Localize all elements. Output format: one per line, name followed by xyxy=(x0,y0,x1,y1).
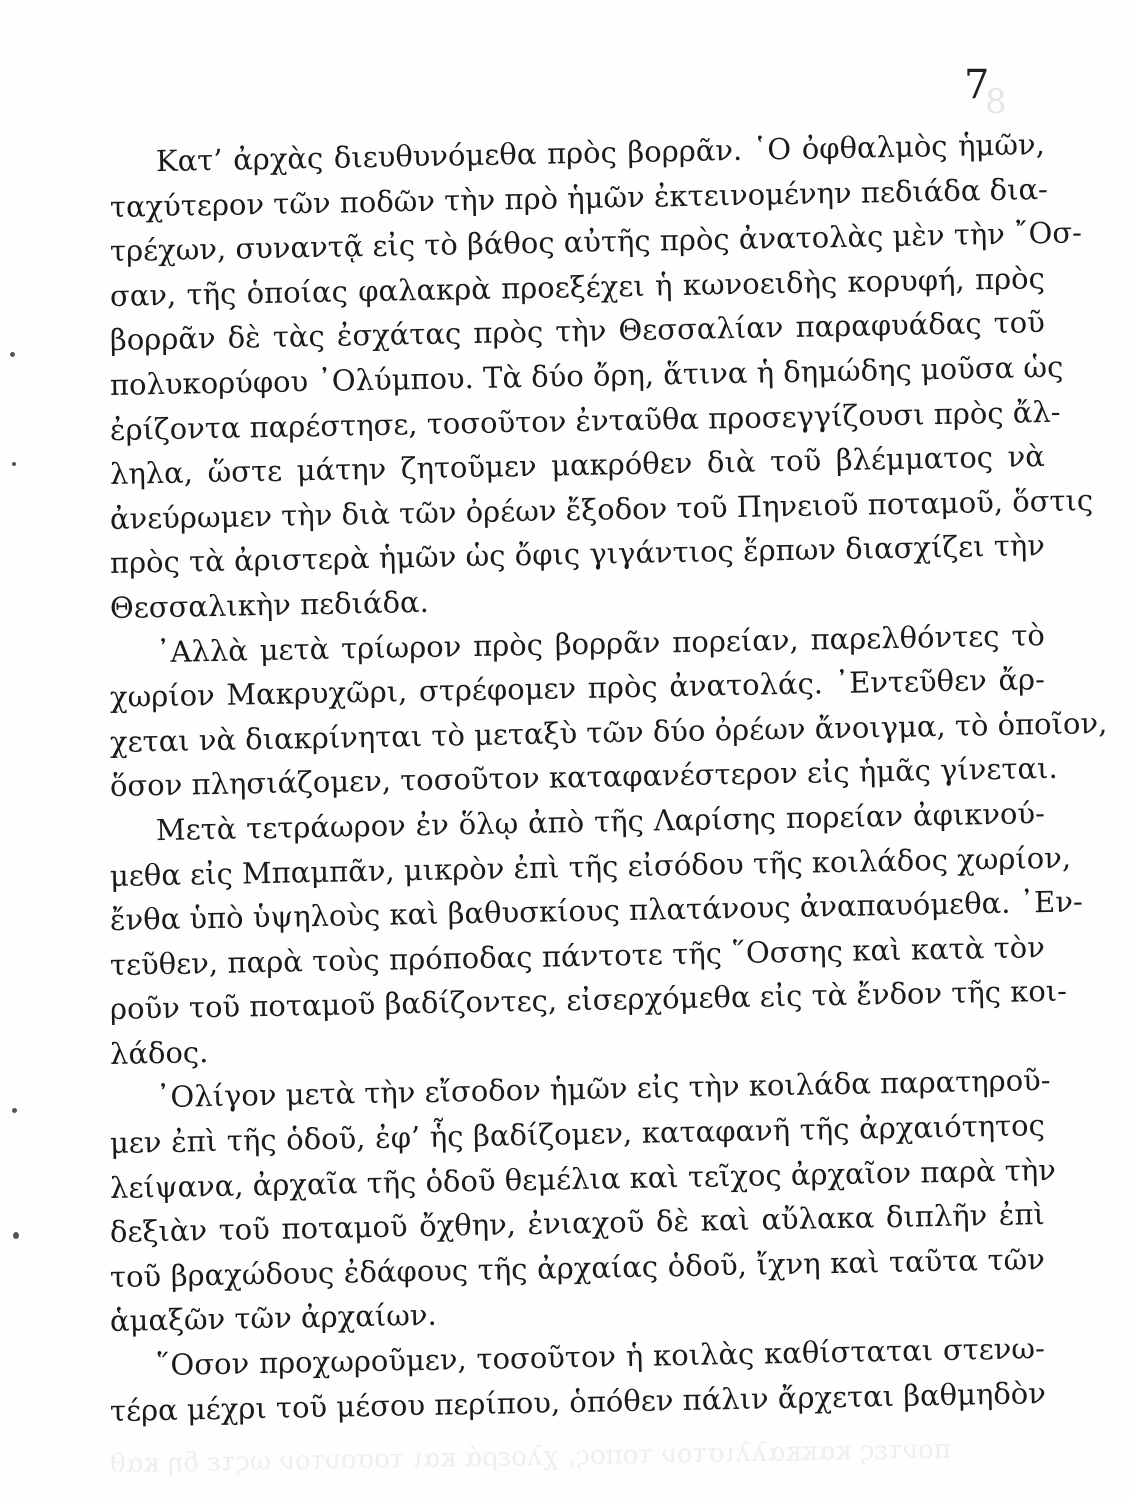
page-number: 7 xyxy=(964,62,990,108)
text-line: λάδος. xyxy=(109,1034,209,1071)
text-line: τεῦθεν, παρὰ τοὺς πρόποδας πάντοτε τῆς ῞Οσσης καὶ κατὰ τὸν xyxy=(109,929,1046,982)
text-line: βορρᾶν δὲ τὰς ἐσχάτας πρὸς τὴν Θεσσαλίαν παραφυάδας τοῦ xyxy=(109,305,1046,358)
text-line: ῞Οσον προχωροῦμεν, τοσοῦτον ἡ κοιλὰς καθίσταται στενω- xyxy=(155,1331,1046,1383)
margin-speck xyxy=(12,462,16,466)
text-line: ἔνθα ὑπὸ ὑψηλοὺς καὶ βαθυσκίους πλατάνους ἀναπαυόμεθα. ᾿Εν- xyxy=(109,884,1084,938)
margin-speck xyxy=(12,1108,17,1113)
margin-speck xyxy=(10,352,15,357)
body-text xyxy=(109,127,1108,1433)
text-line: Μετὰ τετράωρον ἐν ὅλῳ ἀπὸ τῆς Λαρίσης πορείαν ἀφικνού- xyxy=(155,795,1046,848)
text-line: πολυκορύφου ᾿Ολύμπου. Τὰ δύο ὄρη, ἅτινα ἡ δημώδης μοῦσα ὡς xyxy=(109,349,1064,402)
text-line: ὅσον πλησιάζομεν, τοσοῦτον καταφανέστερον εἰς ἡμᾶς γίνεται. xyxy=(109,751,1058,804)
text-line: πρὸς τὰ ἀριστερὰ ἡμῶν ὡς ὄφις γιγάντιος ἕρπων διασχίζει τὴν xyxy=(109,528,1046,581)
margin-speck xyxy=(13,1232,19,1239)
text-line: ᾿Ολίγον μετὰ τὴν εἴσοδον ἡμῶν εἰς τὴν κοιλάδα παρατηροῦ- xyxy=(155,1063,1051,1115)
text-line: μεν ἐπὶ τῆς ὁδοῦ, ἐφ’ ἧς βαδίζομεν, καταφανῆ τῆς ἀρχαιότητος xyxy=(109,1108,1046,1161)
text-line: Κατ’ ἀρχὰς διευθυνόμεθα πρὸς βορρᾶν. ῾Ο ὀφθαλμὸς ἡμῶν, xyxy=(155,127,1046,179)
text-line: ροῦν τοῦ ποταμοῦ βαδίζοντες, εἰσερχόμεθα εἰς τὰ ἔνδον τῆς κοι- xyxy=(109,973,1068,1027)
text-line: τοῦ βραχώδους ἐδάφους τῆς ἀρχαίας ὁδοῦ, ἴχνη καὶ ταῦτα τῶν xyxy=(109,1241,1046,1294)
text-line: ᾿Αλλὰ μετὰ τρίωρον πρὸς βορρᾶν πορείαν, παρελθόντες τὸ xyxy=(155,617,1046,669)
text-line: Θεσσαλικὴν πεδιάδα. xyxy=(109,584,430,625)
bleed-through-line: ποντες κακκαλλιστον τοπος, χλοερά και τοσουτον ωςτε δη καθ xyxy=(109,1434,952,1480)
text-line: ἀνεύρωμεν τὴν διὰ τῶν ὀρέων ἔξοδον τοῦ Πηνειοῦ ποταμοῦ, ὅστις xyxy=(109,482,1094,536)
text-line: σαν, τῆς ὁποίας φαλακρὰ προεξέχει ἡ κωνοειδὴς κορυφή, πρὸς xyxy=(109,260,1046,313)
bleed-through-page-number: 8 xyxy=(985,82,1007,122)
text-line: ἐρίζοντα παρέστησε, τοσοῦτον ἐνταῦθα προσεγγίζουσι πρὸς ἄλ- xyxy=(109,394,1061,447)
text-line: χωρίον Μακρυχῶρι, στρέφομεν πρὸς ἀνατολάς. ᾿Εντεῦθεν ἄρ- xyxy=(109,662,1046,715)
text-line: ἁμαξῶν τῶν ἀρχαίων. xyxy=(109,1298,437,1339)
text-line: λείψανα, ἀρχαῖα τῆς ὁδοῦ θεμέλια καὶ τεῖχος ἀρχαῖον παρὰ τὴν xyxy=(109,1152,1057,1205)
text-line: τέρα μέχρι τοῦ μέσου περίπου, ὁπόθεν πάλιν ἄρχεται βαθμηδὸν xyxy=(109,1375,1047,1428)
text-line: τρέχων, συναντᾷ εἰς τὸ βάθος αὐτῆς πρὸς ἀνατολὰς μὲν τὴν ῎Οσ- xyxy=(109,215,1083,269)
text-line: χεται νὰ διακρίνηται τὸ μεταξὺ τῶν δύο ὀρέων ἄνοιγμα, τὸ ὁποῖον, xyxy=(109,705,1108,759)
text-line: ληλα, ὥστε μάτην ζητοῦμεν μακρόθεν διὰ τοῦ βλέμματος νὰ xyxy=(109,439,1046,492)
text-line: δεξιὰν τοῦ ποταμοῦ ὄχθην, ἐνιαχοῦ δὲ καὶ αὔλακα διπλῆν ἐπὶ xyxy=(109,1197,1046,1250)
text-line: ταχύτερον τῶν ποδῶν τὴν πρὸ ἡμῶν ἐκτεινομένην πεδιάδα δια- xyxy=(109,171,1049,224)
text-line: μεθα εἰς Μπαμπᾶν, μικρὸν ἐπὶ τῆς εἰσόδου τῆς κοιλάδος χωρίον, xyxy=(109,840,1072,893)
